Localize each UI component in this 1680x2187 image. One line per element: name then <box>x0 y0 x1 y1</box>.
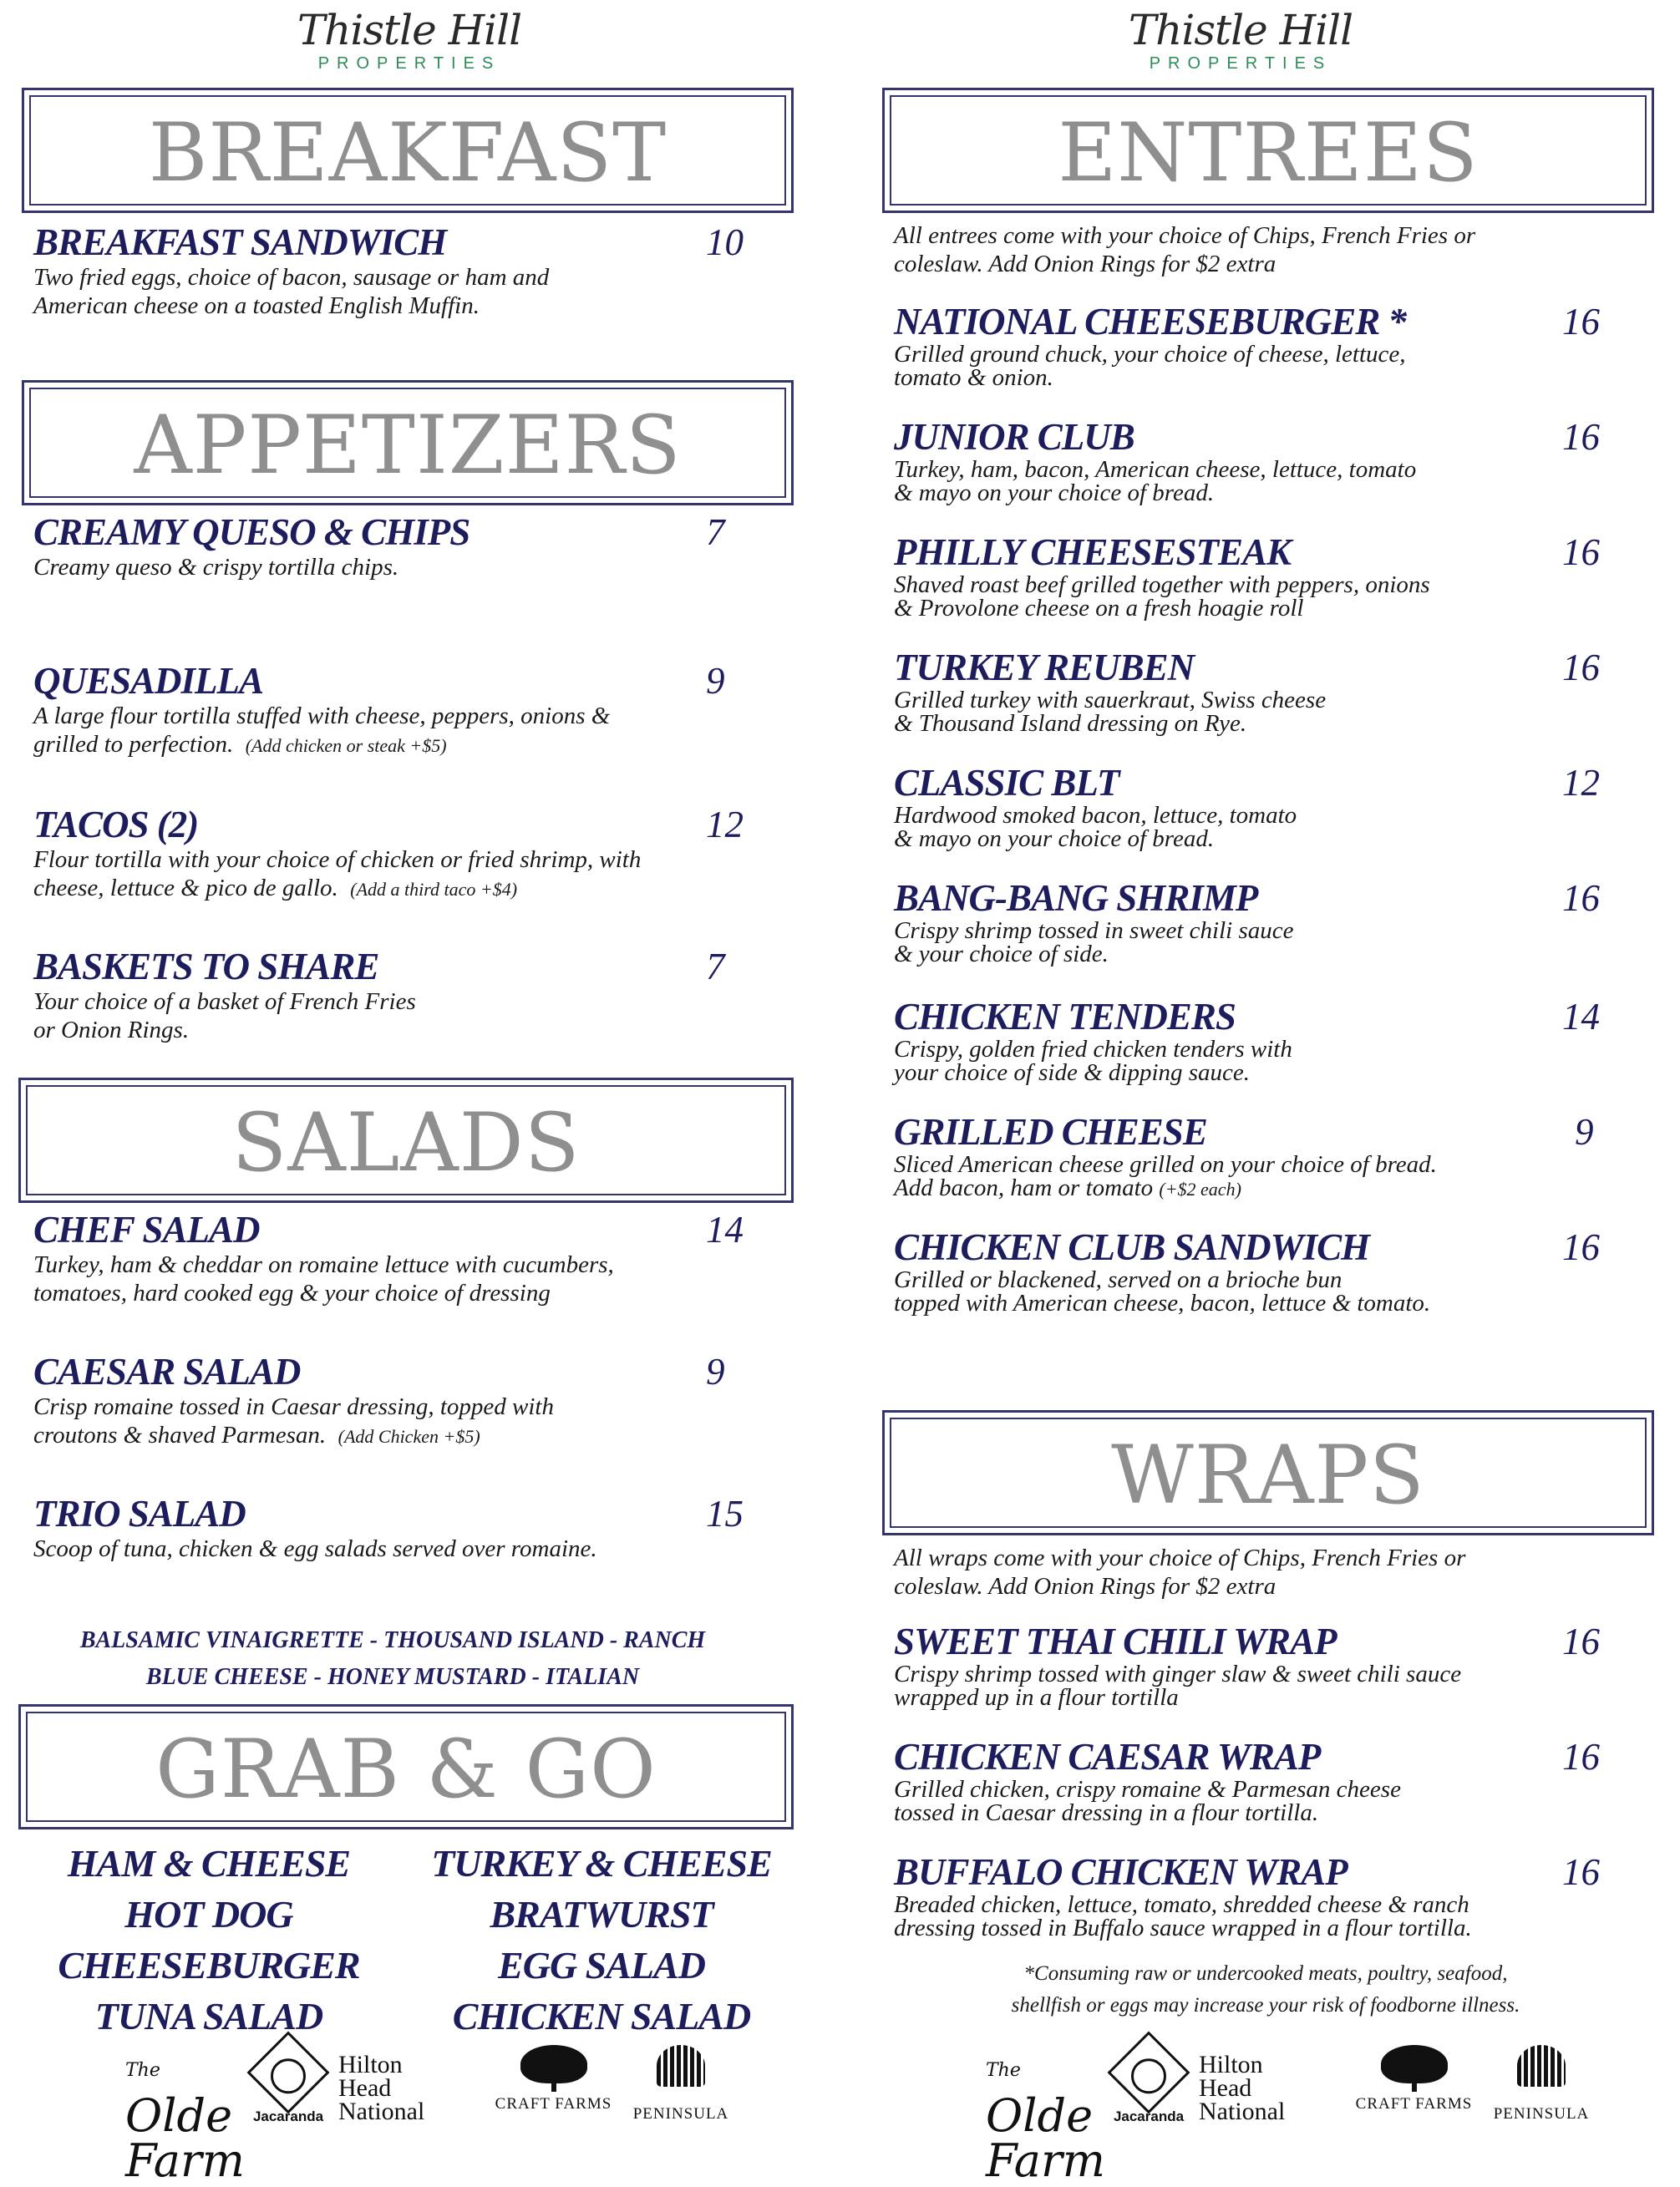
property-logos <box>986 2038 1590 2187</box>
item-name: GRILLED CHEESE <box>894 1111 1207 1153</box>
menu-item-caesar-salad <box>33 1351 752 1451</box>
item-price: 12 <box>706 804 744 845</box>
olde-farm-logo: The Olde Farm <box>125 2060 246 2187</box>
item-description: Two fried eggs, choice of bacon, sausage or ham and American cheese on a toasted English Muffin. <box>33 264 550 319</box>
item-name: BREAKFAST SANDWICH <box>33 221 447 263</box>
grab-and-go-header-box <box>18 1704 794 1829</box>
menu-item-breakfast-sandwich <box>33 221 752 320</box>
craft-farms-logo: CRAFT FARMS <box>476 2038 631 2113</box>
hilton-head-national-logo: Hilton Head National <box>1199 2051 1286 2125</box>
item-name: TURKEY REUBEN <box>894 647 1195 688</box>
item-description: Crispy, golden fried chicken tenders with your choice of side & dipping sauce. <box>894 1036 1292 1086</box>
appetizers-header-box <box>22 380 794 505</box>
appetizers-title: APPETIZERS <box>134 398 682 492</box>
entrees-header-box <box>882 88 1654 213</box>
jacaranda-logo: Jacaranda <box>242 2038 334 2125</box>
peninsula-logo: PENINSULA <box>1487 2038 1596 2124</box>
item-name: TACOS (2) <box>33 804 199 845</box>
jacaranda-diamond-icon <box>1108 2032 1190 2114</box>
logo-script: Thistle Hill <box>297 6 522 54</box>
right-menu-column <box>877 0 1654 2187</box>
menu-item-queso <box>33 511 752 581</box>
property-logos <box>125 2038 729 2187</box>
food-safety-disclaimer: *Consuming raw or undercooked meats, poultry, seafood, shellfish or eggs may increase your risk of foodborne illness. <box>1011 1962 1520 2017</box>
item-description: Grilled turkey with sauerkraut, Swiss cheese & Thousand Island dressing on Rye. <box>894 687 1327 737</box>
tree-icon <box>520 2045 587 2083</box>
item-name: CAESAR SALAD <box>33 1351 301 1393</box>
entrees-intro: All entrees come with your choice of Chips, French Fries or coleslaw. Add Onion Rings for $2 extra <box>894 222 1476 277</box>
logo-script: Thistle Hill <box>1128 6 1353 54</box>
item-name: CHEF SALAD <box>33 1209 260 1251</box>
item-price: 16 <box>1562 1621 1600 1662</box>
item-name: BANG-BANG SHRIMP <box>894 877 1258 919</box>
peninsula-logo: PENINSULA <box>627 2038 735 2124</box>
item-name: BUFFALO CHICKEN WRAP <box>894 1851 1348 1893</box>
hilton-head-national-logo: Hilton Head National <box>338 2051 425 2125</box>
item-price: 16 <box>1562 1736 1600 1778</box>
list-item: BRATWURST <box>490 1893 713 1936</box>
item-name: CREAMY QUESO & CHIPS <box>33 511 470 553</box>
menu-item-junior-club <box>894 416 1612 505</box>
item-description: Creamy queso & crispy tortilla chips. <box>33 554 399 581</box>
item-description: Breaded chicken, lettuce, tomato, shredded cheese & ranch dressing tossed in Buffalo sauce wrapped in a flour tortilla. <box>894 1891 1472 1941</box>
item-price: 15 <box>706 1493 744 1535</box>
menu-item-quesadilla <box>33 660 752 760</box>
item-note: (+$2 each) <box>1159 1179 1241 1200</box>
thistle-hill-logo <box>284 7 535 80</box>
item-description: Turkey, ham, bacon, American cheese, lettuce, tomato & mayo on your choice of bread. <box>894 456 1417 506</box>
wraps-title: WRAPS <box>1111 1428 1425 1522</box>
list-item: CHEESEBURGER <box>58 1944 360 1987</box>
item-note: (Add a third taco +$4) <box>350 879 518 900</box>
menu-item-trio-salad <box>33 1493 752 1563</box>
item-description: Turkey, ham & cheddar on romaine lettuce with cucumbers, tomatoes, hard cooked egg & your choice of dressing <box>33 1251 614 1307</box>
shell-icon <box>657 2045 705 2087</box>
item-description: Crispy shrimp tossed with ginger slaw & sweet chili sauce wrapped up in a flour tortilla <box>894 1661 1462 1711</box>
jacaranda-diamond-icon <box>247 2032 330 2114</box>
list-item: TUNA SALAD <box>94 1995 323 2037</box>
item-name: JUNIOR CLUB <box>894 416 1134 458</box>
item-price: 16 <box>1562 531 1600 573</box>
item-description: Crisp romaine tossed in Caesar dressing, topped with croutons & shaved Parmesan. (Add Chicken +$5) <box>33 1393 554 1449</box>
menu-item-chicken-club-sandwich <box>894 1226 1612 1315</box>
item-price: 16 <box>1562 877 1600 919</box>
item-price: 10 <box>706 221 744 263</box>
menu-item-bang-bang-shrimp <box>894 877 1612 966</box>
menu-item-chicken-caesar-wrap <box>894 1736 1612 1824</box>
entrees-title: ENTREES <box>1058 106 1479 200</box>
item-description: Your choice of a basket of French Fries or Onion Rings. <box>33 988 416 1043</box>
grab-and-go-list-left <box>33 1838 384 2042</box>
item-note: (Add Chicken +$5) <box>338 1426 480 1447</box>
item-price: 16 <box>1562 416 1600 458</box>
item-price: 9 <box>706 1351 725 1393</box>
item-price: 7 <box>706 511 725 553</box>
menu-item-baskets <box>33 946 752 1044</box>
menu-item-philly-cheesesteak <box>894 531 1612 620</box>
breakfast-header-box <box>22 88 794 213</box>
left-menu-column <box>17 0 794 2187</box>
item-name: TRIO SALAD <box>33 1493 246 1535</box>
list-item: HOT DOG <box>124 1893 293 1936</box>
thistle-hill-logo <box>1115 7 1366 80</box>
dressing-options: BALSAMIC VINAIGRETTE - THOUSAND ISLAND - RANCH BLUE CHEESE - HONEY MUSTARD - ITALIAN <box>79 1627 706 1690</box>
item-description: Crispy shrimp tossed in sweet chili sauce & your choice of side. <box>894 917 1294 967</box>
menu-item-tacos <box>33 804 752 904</box>
item-name: CHICKEN CLUB SANDWICH <box>894 1226 1370 1268</box>
menu-item-chef-salad <box>33 1209 752 1307</box>
list-item: EGG SALAD <box>498 1944 705 1987</box>
item-price: 14 <box>1562 996 1600 1038</box>
item-price: 16 <box>1562 1226 1600 1268</box>
item-name: SWEET THAI CHILI WRAP <box>894 1621 1337 1662</box>
item-price: 16 <box>1562 301 1600 343</box>
menu-item-chicken-tenders <box>894 996 1612 1084</box>
item-description: Shaved roast beef grilled together with peppers, onions & Provolone cheese on a fresh hoagie roll <box>894 571 1430 622</box>
list-item: HAM & CHEESE <box>67 1842 351 1885</box>
item-price: 7 <box>706 946 725 987</box>
item-description: A large flour tortilla stuffed with cheese, peppers, onions & grilled to perfection. (Add chicken or steak +$5) <box>33 703 611 758</box>
wraps-intro: All wraps come with your choice of Chips, French Fries or coleslaw. Add Onion Rings for $2 extra <box>894 1545 1466 1600</box>
item-price: 9 <box>706 660 725 702</box>
olde-farm-logo: The Olde Farm <box>986 2060 1106 2187</box>
item-description: Sliced American cheese grilled on your choice of bread. Add bacon, ham or tomato (+$2 each) <box>894 1151 1437 1201</box>
item-note: (Add chicken or steak +$5) <box>245 735 447 756</box>
item-description: Grilled or blackened, served on a brioche bun topped with American cheese, bacon, lettuce & tomato. <box>894 1266 1431 1317</box>
item-description: Hardwood smoked bacon, lettuce, tomato & mayo on your choice of bread. <box>894 802 1297 852</box>
item-name: CHICKEN CAESAR WRAP <box>894 1736 1321 1778</box>
item-price: 16 <box>1562 1851 1600 1893</box>
menu-item-classic-blt <box>894 762 1612 850</box>
craft-farms-logo: CRAFT FARMS <box>1337 2038 1491 2113</box>
list-item: TURKEY & CHEESE <box>431 1842 772 1885</box>
item-name: CHICKEN TENDERS <box>894 996 1236 1038</box>
salads-header-box <box>18 1078 794 1203</box>
item-name: QUESADILLA <box>33 660 264 702</box>
item-name: BASKETS TO SHARE <box>33 946 379 987</box>
item-name: CLASSIC BLT <box>894 762 1119 804</box>
list-item: CHICKEN SALAD <box>452 1995 751 2037</box>
item-name: PHILLY CHEESESTEAK <box>894 531 1292 573</box>
menu-item-buffalo-chicken-wrap <box>894 1851 1612 1940</box>
menu-item-turkey-reuben <box>894 647 1612 735</box>
grab-and-go-list-right <box>409 1838 794 2042</box>
logo-subtitle: PROPERTIES <box>317 54 501 73</box>
item-price: 12 <box>1562 762 1600 804</box>
item-description: Flour tortilla with your choice of chicken or fried shrimp, with cheese, lettuce & pico de gallo. (Add a third taco +$4) <box>33 846 642 901</box>
item-price: 9 <box>1575 1111 1594 1153</box>
menu-item-national-cheeseburger <box>894 301 1612 389</box>
item-description: Scoop of tuna, chicken & egg salads served over romaine. <box>33 1535 597 1562</box>
item-description: Grilled chicken, crispy romaine & Parmesan cheese tossed in Caesar dressing in a flour tortilla. <box>894 1776 1401 1826</box>
item-name: NATIONAL CHEESEBURGER * <box>894 301 1406 343</box>
grab-and-go-title: GRAB & GO <box>155 1723 657 1816</box>
wraps-header-box <box>882 1410 1654 1535</box>
menu-item-grilled-cheese <box>894 1111 1612 1201</box>
breakfast-title: BREAKFAST <box>148 106 667 200</box>
logo-subtitle: PROPERTIES <box>1149 54 1332 73</box>
tree-icon <box>1381 2045 1448 2083</box>
item-price: 14 <box>706 1209 744 1251</box>
item-price: 16 <box>1562 647 1600 688</box>
jacaranda-logo: Jacaranda <box>1103 2038 1195 2125</box>
salads-title: SALADS <box>231 1096 581 1190</box>
shell-icon <box>1517 2045 1566 2087</box>
menu-item-sweet-thai-chili-wrap <box>894 1621 1612 1709</box>
item-description: Grilled ground chuck, your choice of cheese, lettuce, tomato & onion. <box>894 341 1406 391</box>
